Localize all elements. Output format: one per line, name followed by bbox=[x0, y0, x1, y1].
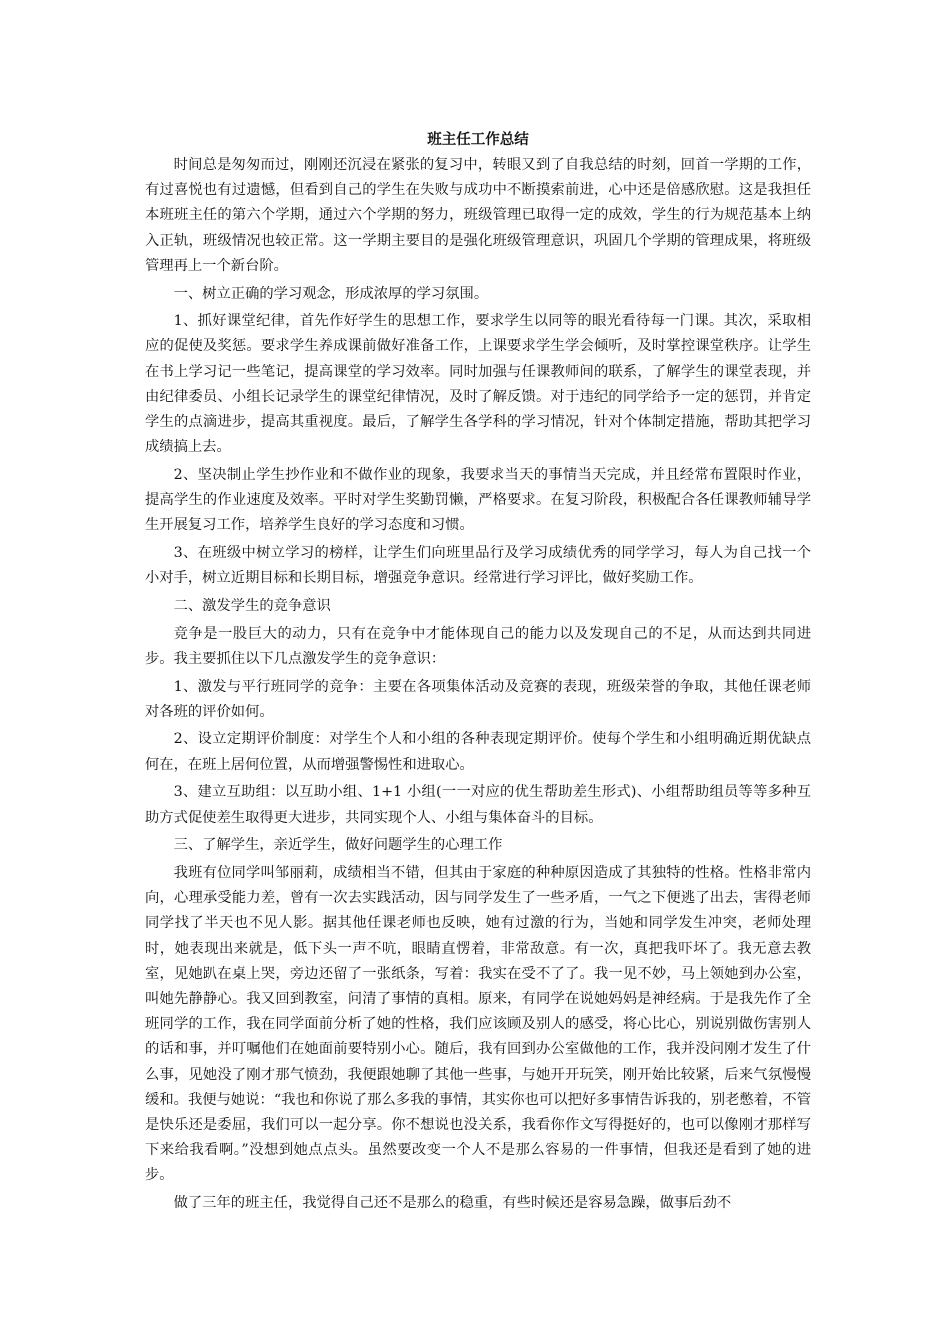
section-heading-2: 二、激发学生的竞争意识 bbox=[173, 597, 331, 614]
paragraph-intro: 时间总是匆匆而过，刚刚还沉浸在紧张的复习中，转眼又到了自我总结的时刻，回首一学期的工作，有过喜悦也有过遗憾，但看到自己的学生在失败与成功中不断摸索前进，心中还是倍感欣慰。这是我担任本班班主任的第六个学期，通过六个学期的努力，班级管理已取得一定的成效，学生的行为规范基本上纳入正轨，班级情况也较正常。这一学期主要目的是强化班级管理意识，巩固几个学期的管理成果，将班级管理再上一个新台阶。 bbox=[145, 157, 811, 274]
document-title: 班主任工作总结 bbox=[427, 132, 529, 148]
paragraph-2-2: 2、设立定期评价制度：对学生个人和小组的各种表现定期评价。使每个学生和小组明确近期优缺点何在，在班上居何位置，从而增强警惕性和进取心。 bbox=[145, 731, 811, 773]
paragraph-1-1: 1、抓好课堂纪律，首先作好学生的思想工作，要求学生以同等的眼光看待每一门课。其次，采取相应的促使及奖惩。要求学生养成课前做好准备工作，上课要求学生学会倾听，及时掌控课堂秩序。让学生在书上学习记一些笔记，提高课堂的学习效率。同时加强与任课教师间的联系，了解学生的课堂表现，并由纪律委员、小组长记录学生的课堂纪律情况，及时了解反馈。对于违纪的同学给予一定的惩罚，并肯定学生的点滴进步，提高其重视度。最后，了解学生各学科的学习情况，针对个体制定措施，帮助其把学习成绩搞上去。 bbox=[145, 313, 811, 456]
paragraph-2-3: 3、建立互助组：以互助小组、1+1 小组(一一对应的优生帮助差生形式)、小组帮助组员等等多种互助方式促使差生取得更大进步，共同实现个人、小组与集体奋斗的目标。 bbox=[145, 784, 811, 826]
paragraph-2-intro: 竞争是一股巨大的动力，只有在竞争中才能体现自己的能力以及发现自己的不足，从而达到共同进步。我主要抓住以下几点激发学生的竞争意识： bbox=[145, 625, 811, 667]
paragraph-1-3: 3、在班级中树立学习的榜样，让学生们向班里品行及学习成绩优秀的同学学习，每人为自己找一个小对手，树立近期目标和长期目标，增强竞争意识。经常进行学习评比，做好奖励工作。 bbox=[145, 545, 811, 587]
paragraph-conclusion: 做了三年的班主任，我觉得自己还不是那么的稳重，有些时候还是容易急躁，做事后劲不 bbox=[173, 1195, 732, 1212]
section-heading-3: 三、了解学生，亲近学生，做好问题学生的心理工作 bbox=[173, 837, 503, 854]
paragraph-2-1: 1、激发与平行班同学的竞争：主要在各项集体活动及竞赛的表现，班级荣誉的争取，其他任课老师对各班的评价如何。 bbox=[145, 678, 811, 720]
paragraph-3-story: 我班有位同学叫邹丽莉，成绩相当不错，但其由于家庭的种种原因造成了其独特的性格。性格非常内向，心理承受能力差，曾有一次去实践活动，因与同学发生了一些矛盾，一气之下便逃了出去，害得老师同学找了半天也不见人影。据其他任课老师也反映，她有过激的行为，当她和同学发生冲突，老师处理时，她表现出来就是，低下头一声不吭，眼睛直愣着，非常敌意。有一次，真把我吓坏了。我无意去教室，见她趴在桌上哭，旁边还留了一张纸条，写着：我实在受不了了。我一见不妙，马上领她到办公室，叫她先静静心。我又回到教室，问清了事情的真相。原来，有同学在说她妈妈是神经病。于是我先作了全班同学的工作，我在同学面前分析了她的性格，我们应该顾及别人的感受，将心比心，别说别做伤害别人的话和事，并叮嘱他们在她面前要特别小心。随后，我有回到办公室做他的工作，我并没问刚才发生了什么事，见她没了刚才那气愤劲，我便跟她聊了其他一些事，与她开开玩笑，刚开始比较紧，后来气氛慢慢缓和。我便与她说：“我也和你说了那么多我的事情，其实你也可以把好多事情告诉我的，别老憋着，不管是快乐还是委屈，我们可以一起分享。你不想说也没关系，我看你作文写得挺好的，也可以像刚才那样写下来给我看啊。”没想到她点点头。虽然要改变一个人不是那么容易的一件事情，但我还是看到了她的进步。 bbox=[145, 864, 811, 1184]
paragraph-1-2: 2、坚决制止学生抄作业和不做作业的现象，我要求当天的事情当天完成，并且经常布置限时作业，提高学生的作业速度及效率。平时对学生奖勤罚懒，严格要求。在复习阶段，积极配合各任课教师辅导学生开展复习工作，培养学生良好的学习态度和习惯。 bbox=[145, 466, 811, 534]
document-page bbox=[145, 128, 811, 1219]
section-heading-1: 一、树立正确的学习观念，形成浓厚的学习氛围。 bbox=[173, 285, 489, 302]
